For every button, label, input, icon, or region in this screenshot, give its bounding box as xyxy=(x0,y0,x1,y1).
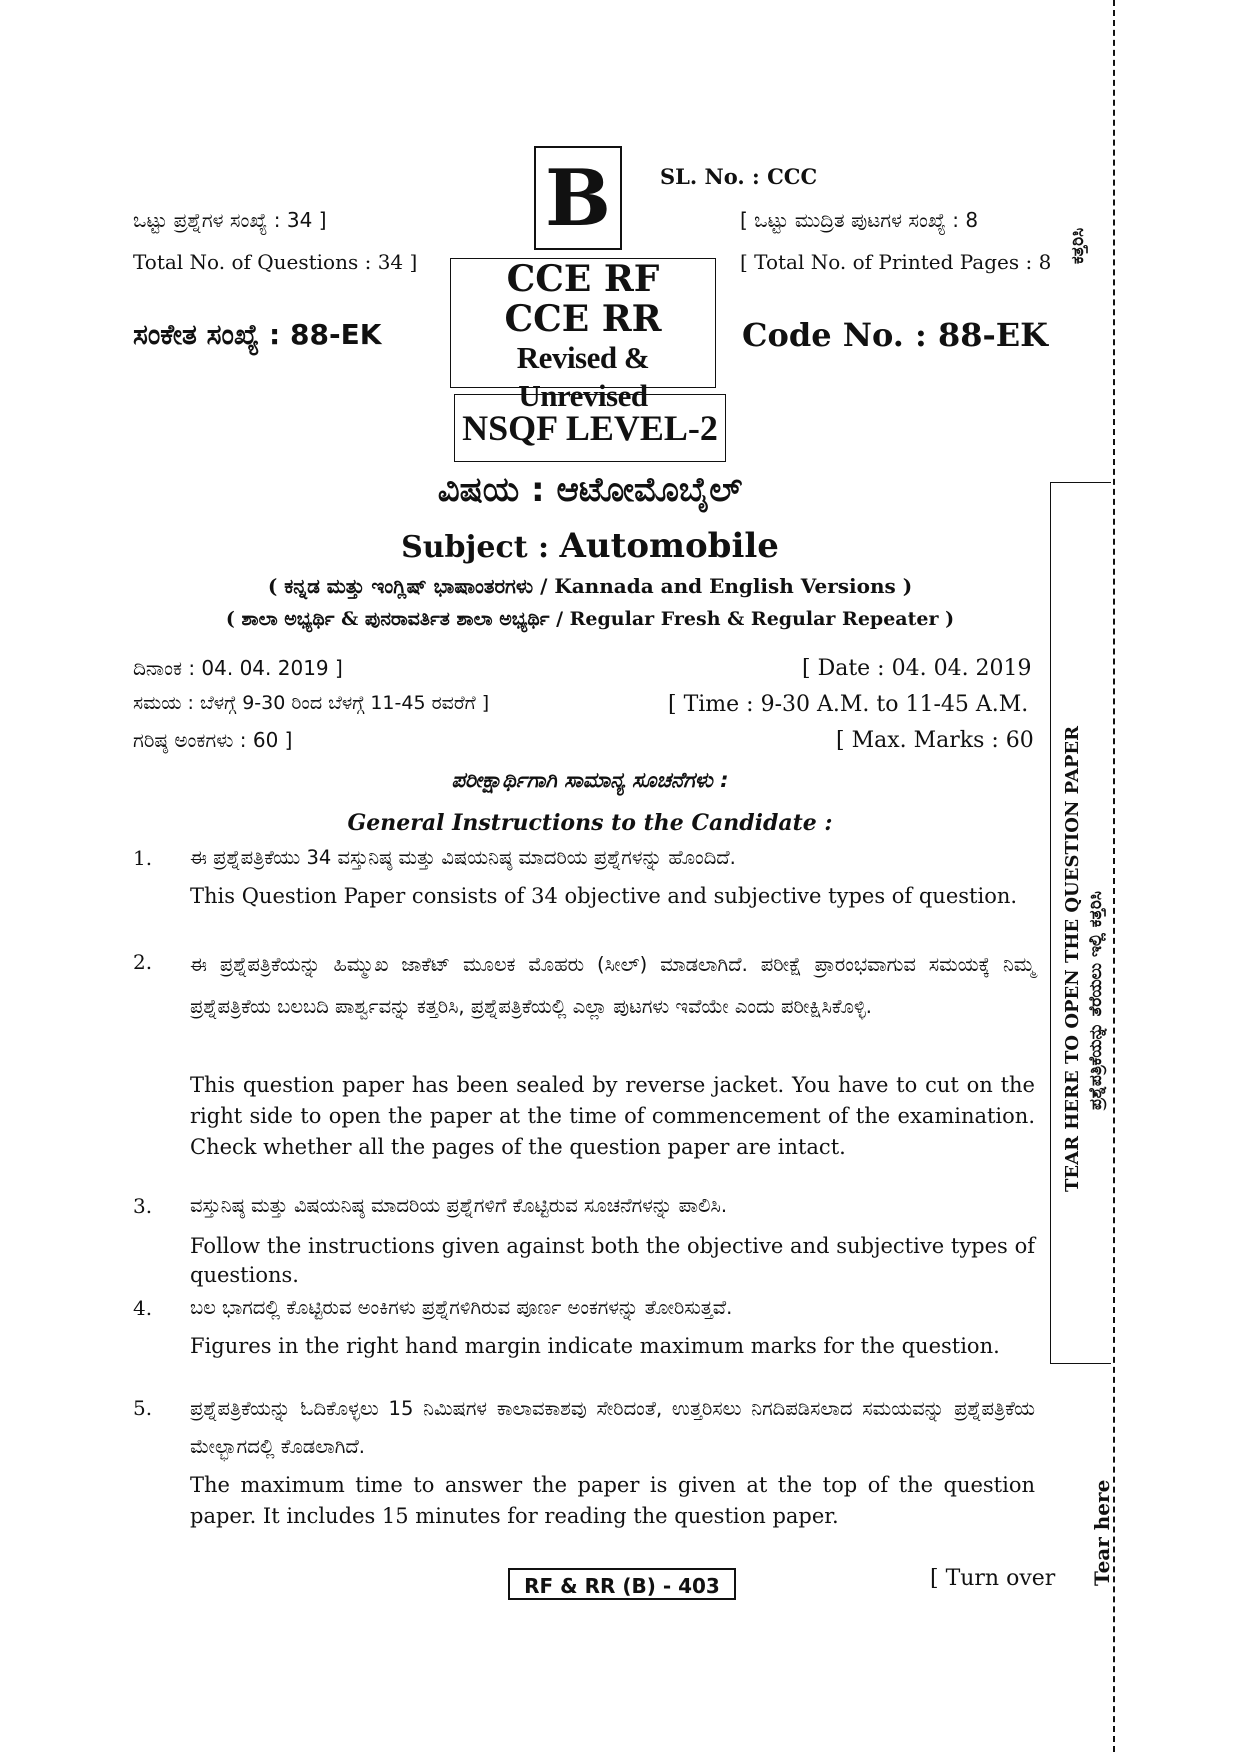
en-total-questions: Total No. of Questions : 34 ] xyxy=(133,250,418,274)
nsqf-level-box xyxy=(454,394,726,462)
subject-label: Subject : xyxy=(401,530,560,565)
instruction-number: 4. xyxy=(133,1296,153,1320)
kn-subject: ವಿಷಯ : ಆಟೋಮೊಬೈಲ್ xyxy=(437,470,743,510)
instruction-kn: ಪ್ರಶ್ನೆಪತ್ರಿಕೆಯನ್ನು ಓದಿಕೊಳ್ಳಲು 15 ನಿಮಿಷಗಳ ಕಾಲಾವಕಾಶವು ಸೇರಿದಂತೆ, ಉತ್ತರಿಸಲು ನಿಗದಿಪಡಿಸಲಾದ ಸಮಯವನ್ನು ಪ್ರಶ್ನೆಪತ್ರಿಕೆಯ ಮೇಲ್ಭಾಗದಲ್ಲಿ ಕೊಡಲಾಗಿದೆ. xyxy=(190,1397,1035,1458)
exam-type-box xyxy=(450,258,716,413)
kn-instructions-heading: ಪರೀಕ್ಷಾರ್ಥಿಗಾಗಿ ಸಾಮಾನ್ಯ ಸೂಚನೆಗಳು : xyxy=(451,768,729,792)
en-marks: [ Max. Marks : 60 xyxy=(836,728,1034,753)
instruction-en: This Question Paper consists of 34 objective and subjective types of question. xyxy=(190,884,1018,908)
en-instructions-heading: General Instructions to the Candidate : xyxy=(347,810,833,836)
serial-number: SL. No. : CCC xyxy=(660,164,818,189)
cce-rr-label: CCE RR xyxy=(504,298,662,340)
instruction-kn: ವಸ್ತುನಿಷ್ಠ ಮತ್ತು ವಿಷಯನಿಷ್ಠ ಮಾದರಿಯ ಪ್ರಶ್ನೆಗಳಿಗೆ ಕೊಟ್ಟಿರುವ ಸೂಚನೆಗಳನ್ನು ಪಾಲಿಸಿ. xyxy=(190,1194,728,1217)
instruction-number: 1. xyxy=(133,846,153,870)
en-date: [ Date : 04. 04. 2019 xyxy=(802,656,1032,681)
en-time: [ Time : 9-30 A.M. to 11-45 A.M. xyxy=(668,692,1029,717)
en-code-number: Code No. : 88-EK xyxy=(742,316,1048,354)
en-subject xyxy=(0,526,1180,566)
kn-tear-open: ಪ್ರಶ್ನೆಪತ್ರಿಕೆಯನ್ನು ತೆರೆಯಲು ಇಲ್ಲಿ ಕತ್ತರಿಸಿ xyxy=(1086,891,1106,1110)
instruction-en: This question paper has been sealed by reverse jacket. You have to cut on the right side to open the paper at the time of commencement of the examination. Check whether all the pages of the question paper are intact. xyxy=(190,1073,1035,1159)
kn-time: ಸಮಯ : ಬೆಳಗ್ಗೆ 9-30 ರಿಂದ ಬೆಳಗ್ಗೆ 11-45 ರವರೆಗೆ ] xyxy=(133,692,490,714)
instruction-en: Follow the instructions given against both the objective and subjective types of questions. xyxy=(190,1234,1035,1287)
en-tear-open: TEAR HERE TO OPEN THE QUESTION PAPER xyxy=(1062,725,1083,1192)
paper-code: RF & RR (B) - 403 xyxy=(508,1568,736,1600)
series-letter-box xyxy=(534,146,622,250)
instruction-kn: ಈ ಪ್ರಶ್ನೆಪತ್ರಿಕೆಯನ್ನು ಹಿಮ್ಮುಖ ಜಾಕೆಟ್ ಮೂಲಕ ಮೊಹರು (ಸೀಲ್) ಮಾಡಲಾಗಿದೆ. ಪರೀಕ್ಷೆ ಪ್ರಾರಂಭವಾಗುವ ಸಮಯಕ್ಕೆ ನಿಮ್ಮ ಪ್ರಶ್ನೆಪತ್ರಿಕೆಯ ಬಲಬದಿ ಪಾರ್ಶ್ವವನ್ನು ಕತ್ತರಿಸಿ, ಪ್ರಶ್ನೆಪತ್ರಿಕೆಯಲ್ಲಿ ಎಲ್ಲಾ ಪುಟಗಳು ಇವೆಯೇ ಎಂದು ಪರೀಕ್ಷಿಸಿಕೊಳ್ಳಿ. xyxy=(190,953,1035,1018)
instruction-number: 5. xyxy=(133,1396,153,1420)
instruction-number: 2. xyxy=(133,950,153,974)
candidates-line: ( ಶಾಲಾ ಅಭ್ಯರ್ಥಿ & ಪುನರಾವರ್ತಿತ ಶಾಲಾ ಅಭ್ಯರ್ಥಿ / Regular Fresh & Regular Repeater ) xyxy=(225,608,955,630)
en-total-pages: [ Total No. of Printed Pages : 8 xyxy=(740,250,1052,274)
kn-date: ದಿನಾಂಕ : 04. 04. 2019 ] xyxy=(133,656,343,680)
instruction-number: 3. xyxy=(133,1194,153,1218)
subject-name: Automobile xyxy=(559,526,779,566)
instruction-kn: ಈ ಪ್ರಶ್ನೆಪತ್ರಿಕೆಯು 34 ವಸ್ತುನಿಷ್ಠ ಮತ್ತು ವಿಷಯನಿಷ್ಠ ಮಾದರಿಯ ಪ್ರಶ್ನೆಗಳನ್ನು ಹೊಂದಿದೆ. xyxy=(190,846,736,869)
kn-total-questions: ಒಟ್ಟು ಪ್ರಶ್ನೆಗಳ ಸಂಖ್ಯೆ : 34 ] xyxy=(133,208,327,232)
cce-rf-label: CCE RF xyxy=(506,258,660,300)
instruction-en: Figures in the right hand margin indicate maximum marks for the question. xyxy=(190,1334,1000,1358)
revised-label: Revised & Unrevised xyxy=(516,340,650,413)
instruction-en: The maximum time to answer the paper is given at the top of the question paper. It includes 15 minutes for reading the question paper. xyxy=(190,1473,1035,1528)
versions-line: ( ಕನ್ನಡ ಮತ್ತು ಇಂಗ್ಲಿಷ್ ಭಾಷಾಂತರಗಳು / Kannada and English Versions ) xyxy=(267,574,913,598)
nsqf-level: NSQF LEVEL-2 xyxy=(462,408,718,448)
kn-code-number: ಸಂಕೇತ ಸಂಖ್ಯೆ : 88-EK xyxy=(133,318,382,351)
series-letter: B xyxy=(545,152,611,244)
kn-marks: ಗರಿಷ್ಠ ಅಂಕಗಳು : 60 ] xyxy=(133,728,293,752)
en-tear-here: Tear here xyxy=(1090,1479,1114,1586)
kn-tear-top: ಕತ್ತರಿಸಿ xyxy=(1068,227,1088,264)
turn-over: [ Turn over xyxy=(930,1566,1056,1591)
kn-total-pages: [ ಒಟ್ಟು ಮುದ್ರಿತ ಪುಟಗಳ ಸಂಖ್ಯೆ : 8 xyxy=(740,208,979,232)
instruction-kn: ಬಲ ಭಾಗದಲ್ಲಿ ಕೊಟ್ಟಿರುವ ಅಂಕಿಗಳು ಪ್ರಶ್ನೆಗಳಿಗಿರುವ ಪೂರ್ಣ ಅಂಕಗಳನ್ನು ತೋರಿಸುತ್ತವೆ. xyxy=(190,1296,733,1319)
